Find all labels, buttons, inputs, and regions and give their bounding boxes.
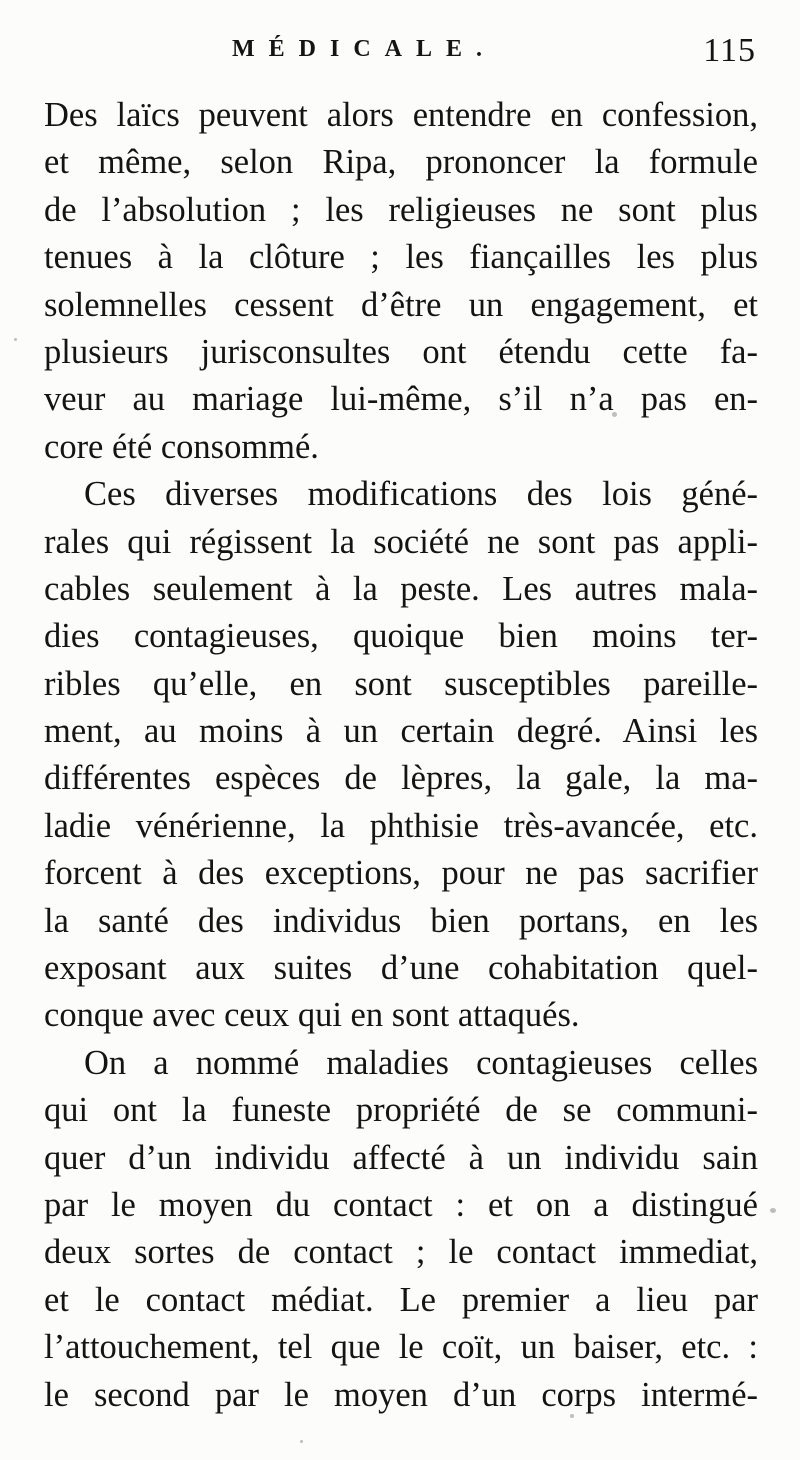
text-line: forcent à des exceptions, pour ne pas sacrifier	[44, 854, 758, 893]
print-speck	[300, 1440, 303, 1443]
text-line: dies contagieuses, quoique bien moins ter-	[44, 617, 758, 656]
text-line: l’attouchement, tel que le coït, un baiser, etc. :	[44, 1328, 758, 1367]
text-line: par le moyen du contact : et on a distingué	[44, 1185, 758, 1224]
text-line: conque avec ceux qui en sont attaqués.	[44, 996, 580, 1035]
text-line: Des laïcs peuvent alors entendre en confession,	[44, 96, 758, 134]
text-line: différentes espèces de lèpres, la gale, la ma-	[44, 759, 758, 798]
text-line: ribles qu’elle, en sont susceptibles pareille-	[44, 664, 758, 703]
text-line: cables seulement à la peste. Les autres mala-	[44, 569, 758, 608]
text-line: et même, selon Ripa, prononcer la formule	[44, 143, 758, 182]
text-line: core été consommé.	[44, 427, 319, 466]
text-line: veur au mariage lui-même, s’il n’a pas en-	[44, 380, 758, 419]
page-number: 115	[703, 32, 756, 69]
text-line: plusieurs jurisconsultes ont étendu cette fa-	[44, 332, 758, 371]
text-line: rales qui régissent la société ne sont pas appli-	[44, 522, 758, 561]
print-speck	[14, 338, 17, 341]
text-line: de l’absolution ; les religieuses ne sont plus	[44, 190, 758, 229]
text-line: qui ont la funeste propriété de se communi-	[44, 1091, 758, 1130]
body-text	[44, 92, 758, 1419]
text-line: tenues à la clôture ; les fiançailles les plus	[44, 238, 758, 277]
page-header	[0, 34, 800, 84]
text-line: et le contact médiat. Le premier a lieu par	[44, 1280, 758, 1319]
text-line: deux sortes de contact ; le contact immediat,	[44, 1233, 758, 1272]
text-line: Ces diverses modifications des lois géné-	[84, 475, 758, 514]
running-head: MÉDICALE.	[232, 36, 497, 62]
text-line: On a nommé maladies contagieuses celles	[84, 1043, 758, 1082]
text-line: ment, au moins à un certain degré. Ainsi les	[44, 712, 758, 751]
text-line: ladie vénérienne, la phthisie très-avancée, etc.	[44, 806, 758, 845]
text-line: exposant aux suites d’une cohabitation quel-	[44, 949, 758, 988]
text-line: quer d’un individu affecté à un individu sain	[44, 1138, 758, 1177]
text-line: le second par le moyen d’un corps intermé-	[44, 1375, 758, 1414]
text-line: la santé des individus bien portans, en les	[44, 901, 758, 940]
text-line: solemnelles cessent d’être un engagement, et	[44, 285, 758, 324]
print-speck	[770, 1208, 776, 1213]
